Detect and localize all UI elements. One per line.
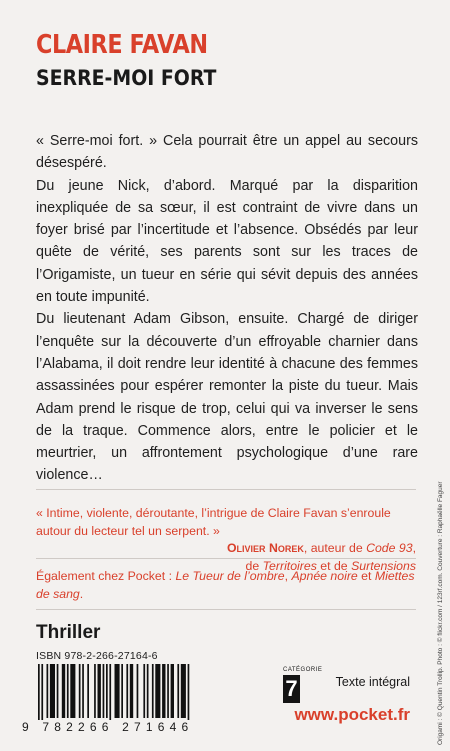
quote-attribution-text: et de (316, 558, 352, 573)
barcode-bar (109, 664, 111, 720)
also-by-author (36, 568, 416, 603)
quote-author-name: Olivier Norek (226, 541, 304, 555)
barcode-bar (115, 664, 120, 718)
barcode-bar (82, 664, 84, 718)
also-book-title: Apnée noire (291, 569, 358, 583)
barcode-bar (155, 664, 160, 718)
barcode-bar (171, 664, 174, 718)
barcode-bar (67, 664, 69, 718)
genre-label: Thriller (36, 622, 101, 643)
barcode-bar (87, 664, 89, 718)
barcode-bar (137, 664, 139, 718)
barcode-bar (188, 664, 190, 720)
barcode-bar (47, 664, 49, 718)
divider (36, 489, 416, 490)
barcode-number: 9 782266 271646 (22, 720, 194, 734)
barcode-bar (50, 664, 55, 718)
barcode-bar (177, 664, 179, 718)
publisher-url[interactable]: www.pocket.fr (294, 705, 410, 724)
isbn: ISBN 978-2-266-27164-6 (36, 650, 158, 662)
quote-attribution: Olivier Norek, auteur de Code 93, de Territoires et de Surtensions (226, 541, 416, 573)
barcode-bar (41, 664, 43, 720)
barcode-bar (38, 664, 40, 720)
barcode-bar (103, 664, 105, 718)
also-prefix: Également chez Pocket : (36, 569, 176, 583)
category-label: CATÉGORIE (283, 667, 323, 673)
also-separator: et (357, 569, 375, 583)
category-number: 7 (283, 675, 300, 703)
barcode-bar (121, 664, 123, 718)
quote-book-title: Territoires (262, 558, 317, 573)
barcode-bar (147, 664, 149, 718)
blurb-paragraph: Du jeune Nick, d’abord. Marqué par la disparition inexpliquée de sa sœur, il est contraint de vivre dans un foyer brisé par l’incertitude et l’absence. Obsédés par leur quête de vérité, ses parents sont sur les traces de l’Origamiste, un tueur en série qui sévit depuis des années en toute impunité. (36, 177, 418, 306)
barcode-bar (70, 664, 75, 718)
barcode-bar (130, 664, 133, 718)
blurb-paragraph: « Serre-moi fort. » Cela pourrait être un appel au secours désespéré. (36, 133, 418, 172)
blurb (36, 130, 418, 487)
barcode-bar (62, 664, 65, 718)
divider (36, 558, 416, 559)
also-book-title: Miettes de sang (36, 569, 415, 601)
barcode-bar (152, 664, 154, 718)
barcode-bar (57, 664, 59, 718)
also-separator: , (284, 569, 292, 583)
also-book-title: Le Tueur de l’ombre (175, 569, 285, 583)
barcode-bar (181, 664, 186, 718)
barcode-bar (126, 664, 128, 718)
quote-text: « Intime, violente, déroutante, l’intrigue de Claire Favan s’enroule autour du lecteur tel un serpent. » (36, 506, 391, 538)
blurb-paragraph: Du lieutenant Adam Gibson, ensuite. Chargé de diriger l’enquête sur la découverte d’un effroyable charnier dans l’Alabama, il doit rendre leur identité à chacune des femmes assassinées pour espérer remonter la piste du tueur. Mais Adam prend le risque de trop, celui qui va inverser le sens de la traque. Commence alors, entre le policier et le meurtrier, un affrontement psychologique d’une rare violence… (36, 311, 418, 484)
also-suffix: . (79, 586, 84, 601)
barcode-bar (94, 664, 96, 718)
divider (36, 609, 416, 610)
quote-attribution-text: , auteur de (303, 541, 367, 555)
press-quote (36, 505, 416, 575)
quote-attribution-text: de (245, 558, 263, 573)
book-title: SERRE-MOI FORT (36, 66, 217, 90)
barcode-bar (143, 664, 145, 718)
barcode (22, 664, 262, 740)
barcode-bar (106, 664, 108, 718)
texte-integral: Texte intégral (335, 675, 410, 689)
barcode-bar (79, 664, 81, 718)
barcode-bar (98, 664, 101, 718)
barcode-bar (162, 664, 165, 718)
author-name: CLAIRE FAVAN (36, 30, 208, 60)
quote-book-title: Code 93 (366, 541, 413, 555)
cover-credits: Origami : © Quentin Trollip. Photo : © flickr.com / 123rf.com. Couverture : Raphaëlle Faguer (437, 481, 444, 745)
barcode-bar (167, 664, 169, 718)
barcode-bars (38, 664, 248, 720)
quote-book-title: Surtensions (351, 558, 416, 573)
